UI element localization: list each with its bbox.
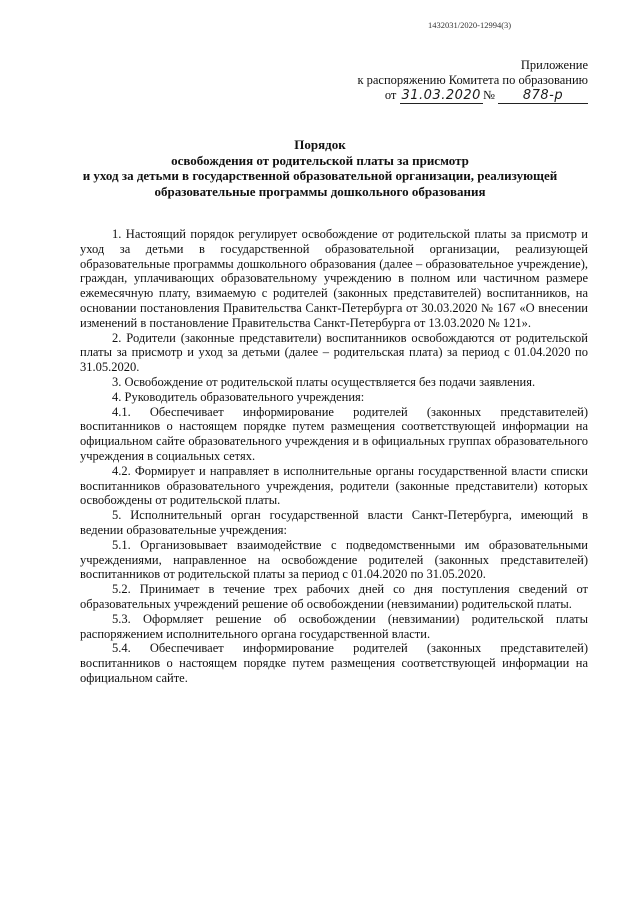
paragraph-5-4: 5.4. Обеспечивает информирование родителей (законных представителей) воспитанников о настоящем порядке путем размещения соответствующей информации на официальном сайте. xyxy=(80,641,588,685)
paragraph-5: 5. Исполнительный орган государственной власти Санкт-Петербурга, имеющий в ведении образовательные учреждения: xyxy=(80,508,588,537)
title-heading: Порядок xyxy=(294,137,346,152)
paragraph-5-1: 5.1. Организовывает взаимодействие с подведомственными им образовательными учреждениями, направленное на освобождение родителей (законных представителей) воспитанников от родительской платы за период с 01.04.2020 по 31.05.2020. xyxy=(80,537,588,582)
appendix-order-ref: к распоряжению Комитета по образованию xyxy=(357,73,588,87)
paragraph-3: 3. Освобождение от родительской платы осуществляется без подачи заявления. xyxy=(112,374,536,389)
paragraph-4-2: 4.2. Формирует и направляет в исполнительные органы государственной власти списки воспитанников образовательного учреждения, родители (законные представители) которых освобождены от родительской платы. xyxy=(80,463,588,508)
paragraph-4: 4. Руководитель образовательного учреждения: xyxy=(112,389,365,404)
paragraph-1: 1. Настоящий порядок регулирует освобождение от родительской платы за присмотр и уход за детьми в государственной образовательной организации, реализующей образовательные программы дошкольного образования (далее – образовательное учреждение), граждан, уплачивающих образовательному учреждению в полном или частичном размере ежемесячную плату, взимаемую с родителей (законных представителей) воспитанников, на основании постановления Правительства Санкт-Петербурга от 30.03.2020 № 167 «О внесении изменений в постановление Правительства Санкт-Петербурга от 13.03.2020 № 121». xyxy=(80,227,588,330)
handwritten-number: 878-р xyxy=(498,88,588,104)
appendix-block xyxy=(357,58,588,104)
paragraph-2: 2. Родители (законные представители) воспитанников освобождаются от родительской платы за присмотр и уход за детьми (далее – родительская плата) за период с 01.04.2020 по 31.05.2020. xyxy=(80,330,588,375)
title-line-2: и уход за детьми в государственной образовательной организации, реализующей xyxy=(82,168,558,183)
title-line-3: образовательные программы дошкольного образования xyxy=(154,183,486,199)
paragraph-4-1: 4.1. Обеспечивает информирование родителей (законных представителей) воспитанников о настоящем порядке путем размещения соответствующей информации на официальном сайте образовательного учреждения и в официальных группах образовательного учреждения в социальных сетях. xyxy=(80,404,588,463)
appendix-label: Приложение xyxy=(520,58,588,72)
handwritten-date: 31.03.2020 xyxy=(401,88,481,103)
date-prefix: от xyxy=(384,88,397,102)
document-body xyxy=(80,227,588,686)
paragraph-5-3: 5.3. Оформляет решение об освобождении (невзимании) родительской платы распоряжением исполнительного органа государственной власти. xyxy=(80,611,588,641)
title-line-1: освобождения от родительской платы за присмотр xyxy=(171,152,469,168)
appendix-date-number-line xyxy=(357,88,588,104)
paragraph-5-2: 5.2. Принимает в течение трех рабочих дней со дня поступления сведений от образовательных учреждений решение об освобождении (невзимании) родительской платы. xyxy=(80,582,588,611)
registry-number: 1432031/2020-12994(3) xyxy=(428,20,512,30)
number-prefix: № xyxy=(482,88,495,102)
document-title xyxy=(60,137,580,199)
